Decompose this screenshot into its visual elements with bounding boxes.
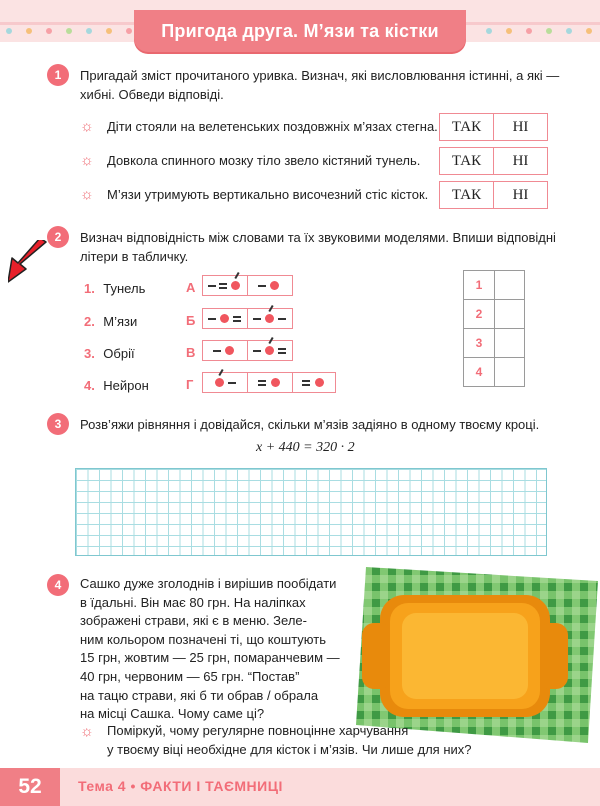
header-dot [86, 28, 92, 34]
answer-grid[interactable] [75, 468, 547, 556]
statement-1-text: Діти стояли на велетенських поздовжніх м’язах стегна. [107, 119, 438, 134]
word-number: 2. [84, 314, 95, 329]
sun-icon: ☼ [80, 723, 94, 740]
page-number: 52 [18, 775, 42, 798]
header-dot [126, 28, 132, 34]
word-number: 3. [84, 346, 95, 361]
sound-model-a [202, 275, 293, 296]
answer-cell[interactable] [495, 300, 525, 329]
word-row-2 [84, 313, 137, 331]
footer-topic: Тема 4 • ФАКТИ І ТАЄМНИЦІ [78, 778, 283, 794]
task-4-line: на місці Сашка. Чому саме ці? [80, 706, 265, 722]
task-3-number: 3 [47, 413, 69, 435]
word-text: Тунель [103, 281, 146, 296]
task-4-line: 15 грн, жовтим — 25 грн, помаранчевим — [80, 650, 340, 666]
task-1-text [80, 66, 580, 104]
true-option[interactable]: ТАК [451, 119, 482, 135]
answer-cell[interactable] [495, 271, 525, 300]
true-option[interactable]: ТАК [451, 153, 482, 169]
statement-2-text: Довкола спинного мозку тіло звело кістяний тунель. [107, 153, 421, 168]
task-4-line: Сашко дуже зголоднів і вирішив пообідати [80, 576, 337, 591]
header-dot [66, 28, 72, 34]
word-text: Обрії [103, 346, 135, 361]
task-4-line: ним кольором позначені ті, що коштують [80, 631, 326, 647]
sound-model-v [202, 340, 293, 361]
answer-row-label: 3 [464, 329, 495, 358]
tray-illustration[interactable] [356, 567, 598, 743]
sun-icon: ☼ [80, 152, 94, 169]
word-text: Нейрон [103, 378, 149, 393]
task-4-text [80, 575, 360, 724]
header-dot [546, 28, 552, 34]
task-4-line: зображені страви, які є в меню. Зеле- [80, 613, 307, 629]
answer-cell[interactable] [495, 329, 525, 358]
header-dot [46, 28, 52, 34]
task-1-text-line-2: хибні. Обведи відповіді. [80, 87, 224, 102]
answer-row-label: 1 [464, 271, 495, 300]
page-title: Пригода друга. М’язи та кістки [161, 21, 439, 41]
word-row-1 [84, 280, 145, 298]
model-letter-g: Г [186, 377, 194, 392]
word-number: 1. [84, 281, 95, 296]
sound-model-g [202, 372, 336, 393]
word-number: 4. [84, 378, 95, 393]
task-4-note-line-2: у твоєму віці необхідне для кісток і м’язів. Чи лише для них? [107, 742, 472, 757]
equation: x + 440 = 320 · 2 [256, 440, 355, 455]
header-dot [506, 28, 512, 34]
model-letter-v: В [186, 345, 196, 360]
task-4-line: на тацю страви, які б ти обрав / обрала [80, 687, 319, 703]
task-4-line: 40 грн, червоним — 65 грн. “Постав” [80, 668, 300, 684]
header-dot [586, 28, 592, 34]
model-letter-b: Б [186, 313, 196, 328]
false-option[interactable]: НІ [493, 148, 547, 174]
true-option[interactable]: ТАК [451, 187, 482, 203]
task-2-number: 2 [47, 226, 69, 248]
page-number-box [0, 768, 60, 806]
task-4-line: в їдальні. Він має 80 грн. На наліпках [80, 594, 306, 610]
statement-3-text: М’язи утримують вертикально височезний стіс кісток. [107, 187, 429, 202]
header-dot [486, 28, 492, 34]
statement-2-answer [439, 147, 548, 175]
sun-icon: ☼ [80, 118, 94, 135]
answer-row-label: 2 [464, 300, 495, 329]
header-dot [566, 28, 572, 34]
header-dot [6, 28, 12, 34]
page-title-box [134, 10, 466, 52]
task-4-note-line-1: Поміркуй, чому регулярне повноцінне харчування [107, 723, 409, 738]
answer-table [463, 270, 525, 387]
task-4-number: 4 [47, 574, 69, 596]
header-dot [106, 28, 112, 34]
false-option[interactable]: НІ [493, 114, 547, 140]
model-letter-a: А [186, 280, 196, 295]
header-dot [526, 28, 532, 34]
task-2-text-line-1: Визнач відповідність між словами та їх звуковими моделями. Впиши відповідні [80, 230, 556, 245]
statement-3-answer [439, 181, 548, 209]
task-2-text-line-2: літери в табличку. [80, 249, 189, 264]
task-1-text-line-1: Пригадай зміст прочитаного уривка. Визнач, які висловлювання істинні, а які — [80, 68, 560, 83]
statement-1-answer [439, 113, 548, 141]
word-row-3 [84, 345, 135, 363]
task-3-text: Розв’яжи рівняння і довідайся, скільки м’язів задіяно в одному твоєму кроці. [80, 417, 540, 432]
sound-model-b [202, 308, 293, 329]
answer-row-label: 4 [464, 358, 495, 387]
task-2-text [80, 228, 580, 266]
sun-icon: ☼ [80, 186, 94, 203]
word-row-4 [84, 377, 149, 395]
false-option[interactable]: НІ [493, 182, 547, 208]
task-1-number: 1 [47, 64, 69, 86]
pointer-arrow-icon [8, 240, 48, 284]
word-text: М’язи [103, 314, 138, 329]
header-dot [26, 28, 32, 34]
answer-cell[interactable] [495, 358, 525, 387]
task-4-note [107, 721, 587, 759]
